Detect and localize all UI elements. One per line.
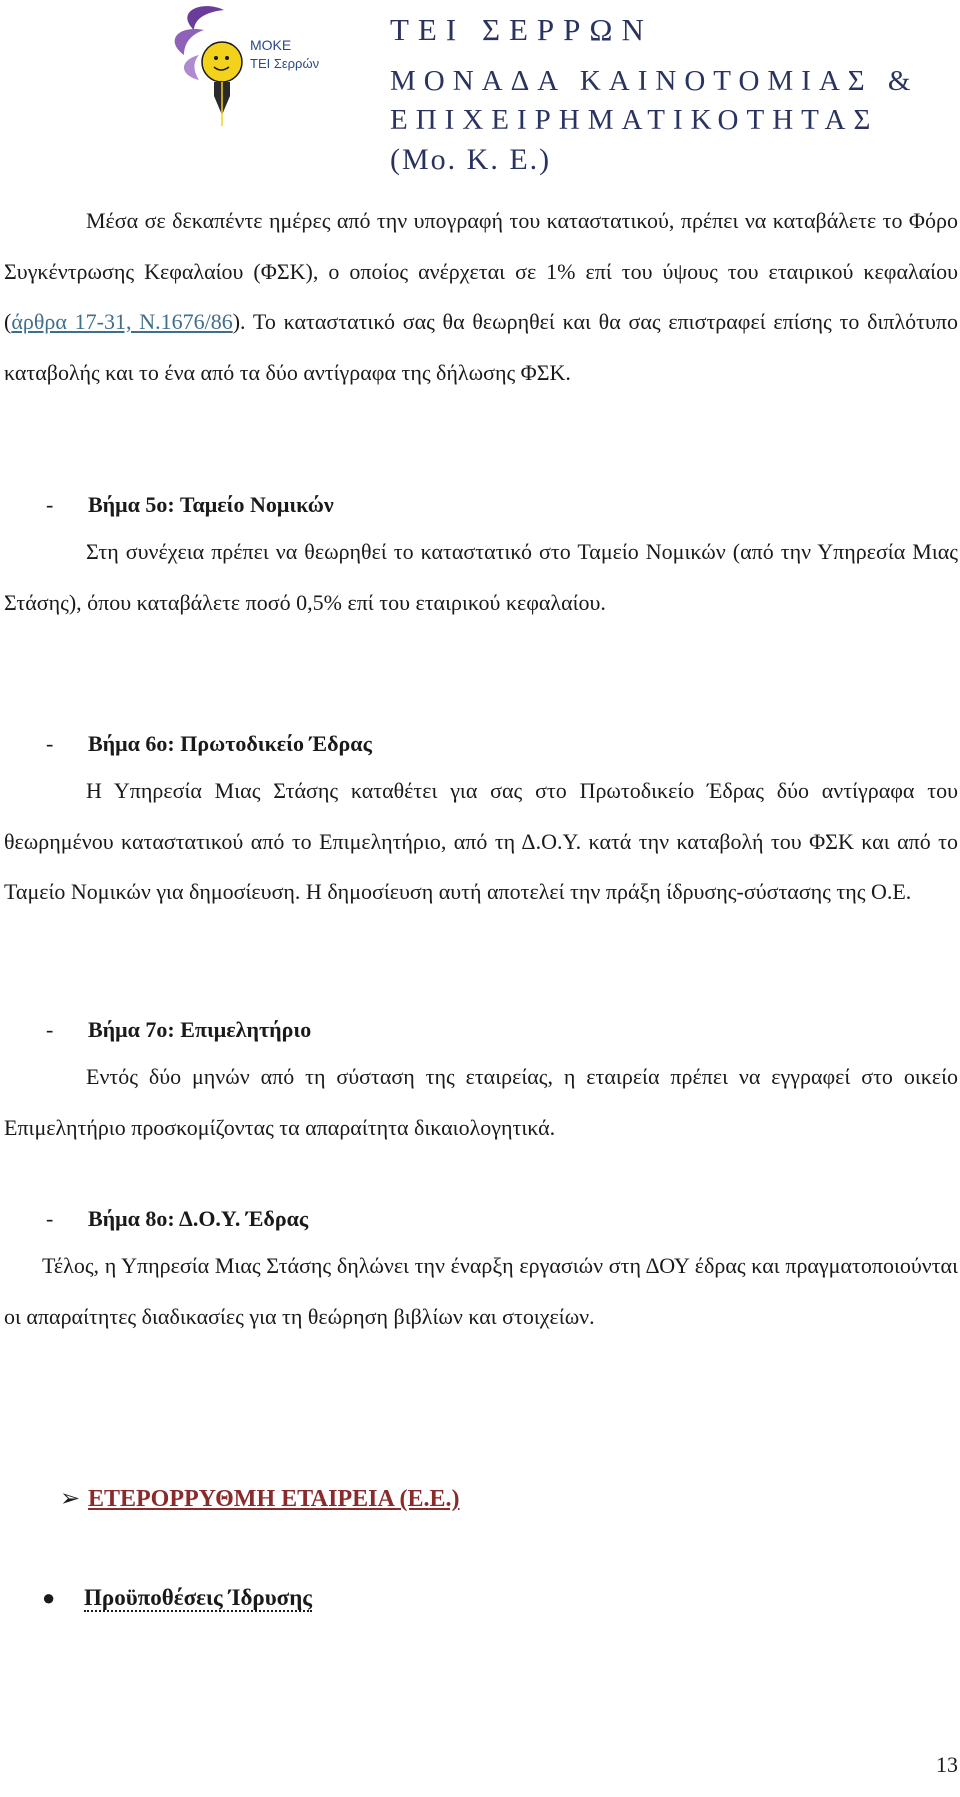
step-8-dash: - <box>46 1206 54 1231</box>
header-institution <box>390 14 919 175</box>
step-5-heading <box>46 492 334 518</box>
header-line-1: ΤΕΙ ΣΕΡΡΩΝ <box>390 12 653 47</box>
step-5-paragraph <box>4 527 958 628</box>
step-6-heading <box>46 731 372 757</box>
step-6-title: Βήμα 6ο: Πρωτοδικείο Έδρας <box>88 731 372 756</box>
step-6-paragraph <box>4 766 958 918</box>
section-heading-ee <box>60 1484 460 1513</box>
logo-text-2: ΤΕΙ Σερρών <box>250 56 320 71</box>
step-7-text: Εντός δύο μηνών από τη σύσταση της εταιρείας, η εταιρεία πρέπει να εγγραφεί στο οικείο Επιμελητήριο προσκομίζοντας τα απαραίτητα δικαιολογητικά. <box>4 1064 958 1140</box>
step-5-title: Βήμα 5ο: Ταμείο Νομικών <box>88 492 334 517</box>
logo-text-1: ΜΟΚΕ <box>250 37 292 53</box>
step-6-dash: - <box>46 731 54 756</box>
step-5-text: Στη συνέχεια πρέπει να θεωρηθεί το καταστατικό στο Ταμείο Νομικών (από την Υπηρεσία Μιας Στάσης), όπου καταβάλετε ποσό 0,5% επί του εταιρικού κεφαλαίου. <box>4 539 958 615</box>
law-reference-link[interactable]: άρθρα 17-31, Ν.1676/86 <box>11 309 233 334</box>
step-6-text: Η Υπηρεσία Μιας Στάσης καταθέτει για σας στο Πρωτοδικείο Έδρας δύο αντίγραφα του θεωρημένου καταστατικού από το Επιμελητήριο, από τη Δ.Ο.Υ. κατά την καταβολή του ΦΣΚ και από το Ταμείο Νομικών για δημοσίευση. Η δημοσίευση αυτή αποτελεί την πράξη ίδρυσης-σύστασης της Ο.Ε. <box>4 778 958 904</box>
page-number: 13 <box>936 1752 958 1777</box>
moke-logo <box>164 0 324 140</box>
step-7-title: Βήμα 7ο: Επιμελητήριο <box>88 1017 312 1042</box>
step-8-paragraph <box>4 1241 958 1342</box>
subsection-title: Προϋποθέσεις Ίδρυσης <box>84 1585 312 1610</box>
step-7-heading <box>46 1017 311 1043</box>
header-line-2: ΜΟΝΑΔΑ ΚΑΙΝΟΤΟΜΙΑΣ & <box>390 65 919 97</box>
step-8-text: Τέλος, η Υπηρεσία Μιας Στάσης δηλώνει την έναρξη εργασιών στη ΔΟΥ έδρας και πραγματοποιούνται οι απαραίτητες διαδικασίες για τη θεώρηση βιβλίων και στοιχείων. <box>4 1253 958 1329</box>
header-line-4: (Μο. Κ. Ε.) <box>390 143 552 176</box>
step-7-paragraph <box>4 1052 958 1153</box>
arrow-bullet-icon: ➢ <box>60 1486 81 1512</box>
intro-text-a: Μέσα σε δεκαπέντε ημέρες από την υπογραφή του καταστατικού, πρέπει να καταβάλετε το Φόρο Συγκέντρωσης Κεφαλαίου (ΦΣΚ), ο οποίος ανέρχεται σε 1% επί του ύψους του εταιρικού κεφαλαίου ( <box>4 208 958 334</box>
intro-paragraph <box>4 196 958 398</box>
bullet-dot-icon: ● <box>42 1585 56 1610</box>
step-8-title: Βήμα 8ο: Δ.Ο.Υ. Έδρας <box>88 1206 309 1231</box>
subsection-heading <box>42 1585 312 1611</box>
section-title: ΕΤΕΡΟΡΡΥΘΜΗ ΕΤΑΙΡΕΙΑ (Ε.Ε.) <box>88 1486 460 1512</box>
header-line-3: ΕΠΙΧΕΙΡΗΜΑΤΙΚΟΤΗΤΑΣ <box>390 104 879 136</box>
intro-text-b: ). Το καταστατικό σας θα θεωρηθεί και θα σας επιστραφεί επίσης το διπλότυπο καταβολής και το ένα από τα δύο αντίγραφα της δήλωσης ΦΣΚ. <box>4 309 959 385</box>
step-7-dash: - <box>46 1017 54 1042</box>
step-5-dash: - <box>46 492 54 517</box>
step-8-heading <box>46 1206 308 1232</box>
